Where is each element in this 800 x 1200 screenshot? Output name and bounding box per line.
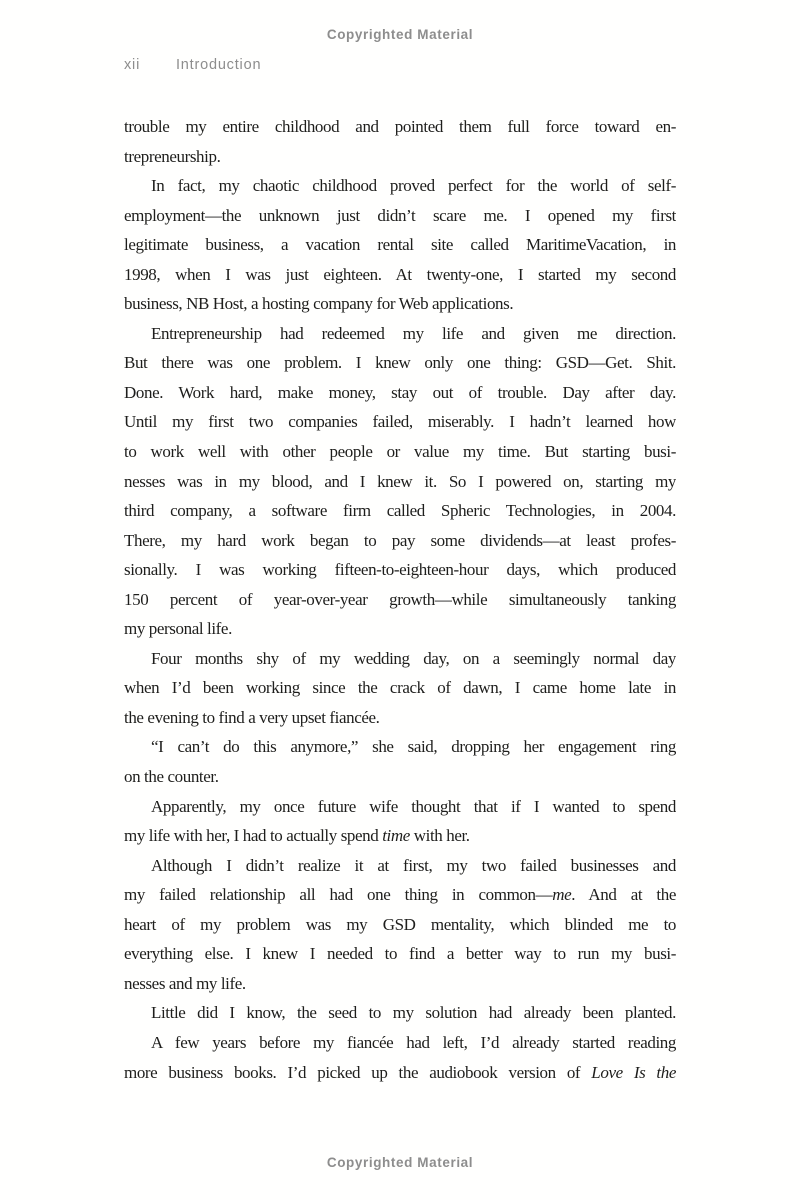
body-text-run: Four months shy of my wedding day, on a seemingly normal day <box>151 648 676 668</box>
body-text-line <box>124 289 676 319</box>
body-text-run: sionally. I was working fifteen-to-eighteen-hour days, which produced <box>124 560 676 580</box>
body-text-line <box>124 939 676 969</box>
body-text-run: third company, a software firm called Spheric Technologies, in 2004. <box>124 501 676 521</box>
body-text-line <box>124 201 676 231</box>
body-text-line <box>124 260 676 290</box>
body-text-run: Done. Work hard, make money, stay out of trouble. Day after day. <box>124 382 676 402</box>
body-text-line <box>124 673 676 703</box>
body-text-line <box>124 1028 676 1058</box>
body-text-line <box>124 230 676 260</box>
body-text-run: the evening to find a very upset fiancée. <box>124 707 380 727</box>
body-text-italic-run: me <box>552 885 572 905</box>
body-text-run: “I can’t do this anymore,” she said, dropping her engagement ring <box>151 737 676 757</box>
body-text-run: with her. <box>409 826 470 846</box>
body-text-line <box>124 821 676 851</box>
body-text-run: business, NB Host, a hosting company for Web applications. <box>124 294 514 314</box>
body-text-run: Although I didn’t realize it at first, my two failed businesses and <box>151 855 676 875</box>
body-text-line <box>124 555 676 585</box>
body-text-run: when I’d been working since the crack of dawn, I came home late in <box>124 678 676 698</box>
body-text-line <box>124 910 676 940</box>
copyright-notice-top: Copyrighted Material <box>326 27 474 42</box>
body-text-line <box>124 171 676 201</box>
page-header <box>124 57 261 73</box>
body-text-line <box>124 732 676 762</box>
body-text-line <box>124 851 676 881</box>
body-text-line <box>124 644 676 674</box>
body-text-italic-run: Love Is the <box>591 1062 676 1082</box>
body-text-run: my life with her, I had to actually spend <box>124 826 383 846</box>
body-text-run: legitimate business, a vacation rental site called MaritimeVacation, in <box>124 235 676 255</box>
body-text-run: Until my first two companies failed, miserably. I hadn’t learned how <box>124 412 676 432</box>
body-text-run: trepreneurship. <box>124 146 221 166</box>
body-text-run: Entrepreneurship had redeemed my life and given me direction. <box>151 323 676 343</box>
body-text-line <box>124 762 676 792</box>
body-text-run: nesses and my life. <box>124 973 246 993</box>
body-text-line <box>124 437 676 467</box>
body-text-run: There, my hard work began to pay some dividends—at least profes- <box>124 530 676 550</box>
body-text-line <box>124 526 676 556</box>
body-text-run: trouble my entire childhood and pointed them full force toward en- <box>124 117 676 136</box>
body-text-run: nesses was in my blood, and I knew it. So I powered on, starting my <box>124 471 676 491</box>
chapter-title: Introduction <box>175 57 262 73</box>
body-text-line <box>124 348 676 378</box>
body-text-line <box>124 880 676 910</box>
body-text-line <box>124 1058 676 1088</box>
body-text <box>124 112 676 1087</box>
body-text-run: my personal life. <box>124 619 232 639</box>
body-text-run: to work well with other people or value my time. But starting busi- <box>124 442 676 462</box>
page-number: xii <box>124 57 141 73</box>
body-text-run: Little did I know, the seed to my solution had already been planted. <box>151 1003 676 1023</box>
body-text-line <box>124 703 676 733</box>
copyright-notice-bottom: Copyrighted Material <box>326 1155 474 1170</box>
body-text-line <box>124 112 676 142</box>
body-text-line <box>124 792 676 822</box>
body-text-line <box>124 407 676 437</box>
body-text-run: Apparently, my once future wife thought that if I wanted to spend <box>151 796 676 816</box>
body-text-run: A few years before my fiancée had left, I’d already started reading <box>151 1032 676 1052</box>
body-text-line <box>124 998 676 1028</box>
body-text-run: employment—the unknown just didn’t scare me. I opened my first <box>124 205 676 225</box>
body-text-run: heart of my problem was my GSD mentality, which blinded me to <box>124 914 676 934</box>
body-text-run: In fact, my chaotic childhood proved perfect for the world of self- <box>151 176 676 196</box>
body-text-line <box>124 496 676 526</box>
body-text-italic-run: time <box>382 826 410 846</box>
body-text-run: 150 percent of year-over-year growth—while simultaneously tanking <box>124 589 676 609</box>
body-text-line <box>124 319 676 349</box>
body-text-run: on the counter. <box>124 767 219 787</box>
body-text-line <box>124 378 676 408</box>
body-text-run: 1998, when I was just eighteen. At twenty-one, I started my second <box>124 264 676 284</box>
body-text-line <box>124 614 676 644</box>
body-text-run: . And at the <box>571 885 676 905</box>
body-text-line <box>124 467 676 497</box>
body-text-line <box>124 969 676 999</box>
body-text-run: more business books. I’d picked up the audiobook version of <box>124 1062 592 1082</box>
body-text-run: But there was one problem. I knew only one thing: GSD—Get. Shit. <box>124 353 676 373</box>
body-text-run: everything else. I knew I needed to find a better way to run my busi- <box>124 944 676 964</box>
body-text-run: my failed relationship all had one thing in common— <box>124 885 553 905</box>
body-text-line <box>124 585 676 615</box>
body-text-line <box>124 142 676 172</box>
